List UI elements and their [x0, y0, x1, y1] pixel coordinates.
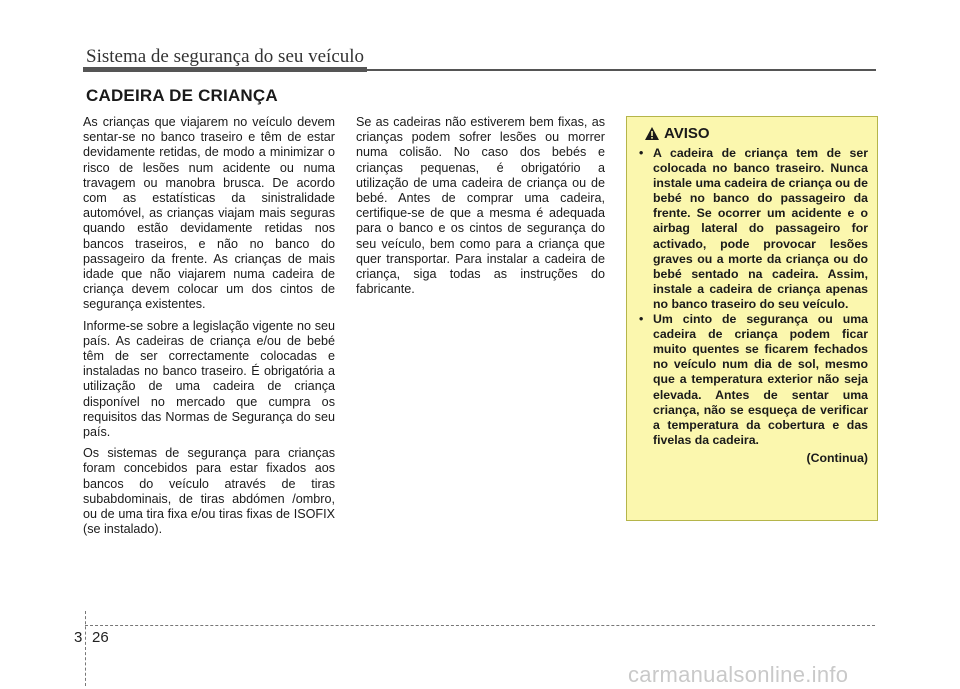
warning-item: • A cadeira de criança tem de ser colocada no banco traseiro. Nunca instale uma cadeira de criança ou de bebé no banco do passageiro da frente. Se ocorrer um acidente e o airbag lateral do passageiro for activado, pode provocar lesões graves ou a morte da criança ou do bebé sentado na cadeira. Assim, instale a cadeira de criança apenas no banco traseiro do seu veículo.	[636, 146, 868, 312]
warning-title	[644, 125, 868, 142]
page-divider	[85, 611, 86, 686]
footer-rule	[85, 625, 875, 626]
warning-box	[626, 116, 878, 521]
header-rule-thin	[367, 69, 876, 71]
continue-label: (Continua)	[806, 450, 868, 465]
warning-item: • Um cinto de segurança ou uma cadeira de criança podem ficar muito quentes se ficarem fechados no veículo num dia de sol, mesmo que a temperatura exterior não seja elevada. Antes de sentar uma criança, não se esqueça de verificar a temperatura da cobertura e das fivelas da cadeira.	[636, 312, 868, 448]
warning-triangle-icon	[644, 126, 660, 141]
paragraph: Se as cadeiras não estiverem bem fixas, as crianças podem sofrer lesões ou morrer numa colisão. No caso dos bebés e crianças pequenas, é obrigatório a utilização de uma cadeira de criança ou de bebé. Antes de comprar uma cadeira, certifique-se de que a mesma é adequada para o banco e os cintos de segurança do seu veículo, bem como para a criança que quer transportar. Para instalar a cadeira de criança, siga todas as instruções do fabricante.	[356, 115, 605, 297]
section-heading: CADEIRA DE CRIANÇA	[86, 86, 278, 105]
paragraph: Os sistemas de segurança para crianças foram concebidos para estar fixados aos bancos do veículo através de tiras subabdominais, de tiras abdómen /ombro, ou de uma tira fixa e/ou tiras fixas de ISOFIX (se instalado).	[83, 446, 335, 537]
paragraph: Informe-se sobre a legislação vigente no seu país. As cadeiras de criança e/ou de bebé têm de ser correctamente colocadas e instaladas no banco traseiro. É obrigatória a utilização de uma cadeira de criança disponível no mercado que cumpra os requisitos das Normas de Segurança do seu país.	[83, 318, 335, 440]
page-number: 26	[92, 629, 109, 646]
chapter-number: 3	[74, 629, 83, 646]
text-column-middle	[356, 115, 605, 303]
header-title: Sistema de segurança do seu veículo	[86, 46, 365, 67]
warning-title-label: AVISO	[664, 125, 710, 142]
text-column-left	[83, 115, 335, 543]
watermark: carmanualsonline.info	[628, 662, 849, 687]
header-rule-thick	[83, 67, 367, 72]
paragraph: As crianças que viajarem no veículo devem sentar-se no banco traseiro e têm de estar devidamente retidas, de modo a minimizar o risco de lesões num acidente ou numa travagem ou manobra brusca. De acordo com as estatísticas da sinistralidade automóvel, as crianças viajam mais seguras quando estão devidamente retidas nos bancos traseiros, e não no banco do passageiro da frente. As crianças de mais idade que não viajarem numa cadeira de criança devem colocar um dos cintos de segurança existentes.	[83, 115, 335, 312]
warning-list	[636, 146, 868, 448]
